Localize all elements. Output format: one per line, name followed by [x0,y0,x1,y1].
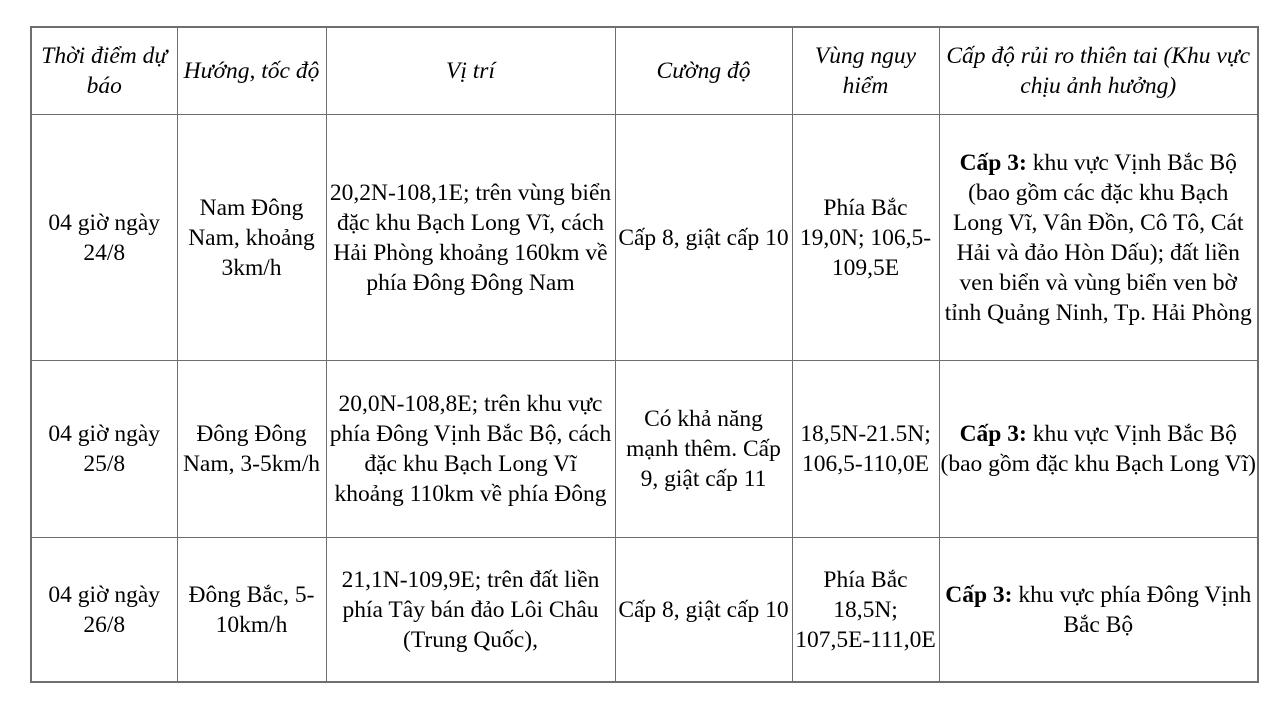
header-danger-zone: Vùng nguy hiểm [792,27,939,115]
cell-risk [939,361,1258,538]
cell-direction: Đông Bắc, 5-10km/h [177,538,326,683]
header-row [31,27,1258,115]
cell-time: 04 giờ ngày 25/8 [31,361,177,538]
table-row [31,361,1258,538]
cell-time: 04 giờ ngày 24/8 [31,115,177,361]
risk-level-label: Cấp 3: [945,581,1013,608]
cell-danger-zone: Phía Bắc 18,5N; 107,5E-111,0E [792,538,939,683]
risk-area-text: khu vực Vịnh Bắc Bộ (bao gồm các đặc khu Bạch Long Vĩ, Vân Đồn, Cô Tô, Cát Hải và đảo Hòn Dấu); đất liền ven biển và vùng biển ven bờ tỉnh Quảng Ninh, Tp. Hải Phòng [944,149,1252,326]
header-intensity: Cường độ [615,27,792,115]
risk-area-text: khu vực Vịnh Bắc Bộ (bao gồm đặc khu Bạch Long Vĩ) [940,421,1256,477]
header-position: Vị trí [326,27,615,115]
cell-position: 20,2N-108,1E; trên vùng biển đặc khu Bạch Long Vĩ, cách Hải Phòng khoảng 160km về phía Đông Đông Nam [326,115,615,361]
table-row [31,538,1258,683]
cell-risk [939,115,1258,361]
cell-intensity: Cấp 8, giật cấp 10 [615,115,792,361]
cell-position: 21,1N-109,9E; trên đất liền phía Tây bán đảo Lôi Châu (Trung Quốc), [326,538,615,683]
header-direction: Hướng, tốc độ [177,27,326,115]
header-time: Thời điểm dự báo [31,27,177,115]
cell-intensity: Có khả năng mạnh thêm. Cấp 9, giật cấp 11 [615,361,792,538]
table-row [31,115,1258,361]
risk-level-label: Cấp 3: [959,421,1027,447]
header-risk-level: Cấp độ rủi ro thiên tai (Khu vực chịu ảnh hưởng) [939,27,1258,115]
cell-direction: Nam Đông Nam, khoảng 3km/h [177,115,326,361]
risk-level-label: Cấp 3: [959,149,1027,176]
cell-time: 04 giờ ngày 26/8 [31,538,177,683]
cell-direction: Đông Đông Nam, 3-5km/h [177,361,326,538]
cell-danger-zone: 18,5N-21.5N; 106,5-110,0E [792,361,939,538]
forecast-table [30,26,1259,683]
cell-intensity: Cấp 8, giật cấp 10 [615,538,792,683]
risk-area-text: khu vực phía Đông Vịnh Bắc Bộ [1012,581,1252,638]
cell-position: 20,0N-108,8E; trên khu vực phía Đông Vịnh Bắc Bộ, cách đặc khu Bạch Long Vĩ khoảng 110km về phía Đông [326,361,615,538]
cell-danger-zone: Phía Bắc 19,0N; 106,5-109,5E [792,115,939,361]
cell-risk [939,538,1258,683]
